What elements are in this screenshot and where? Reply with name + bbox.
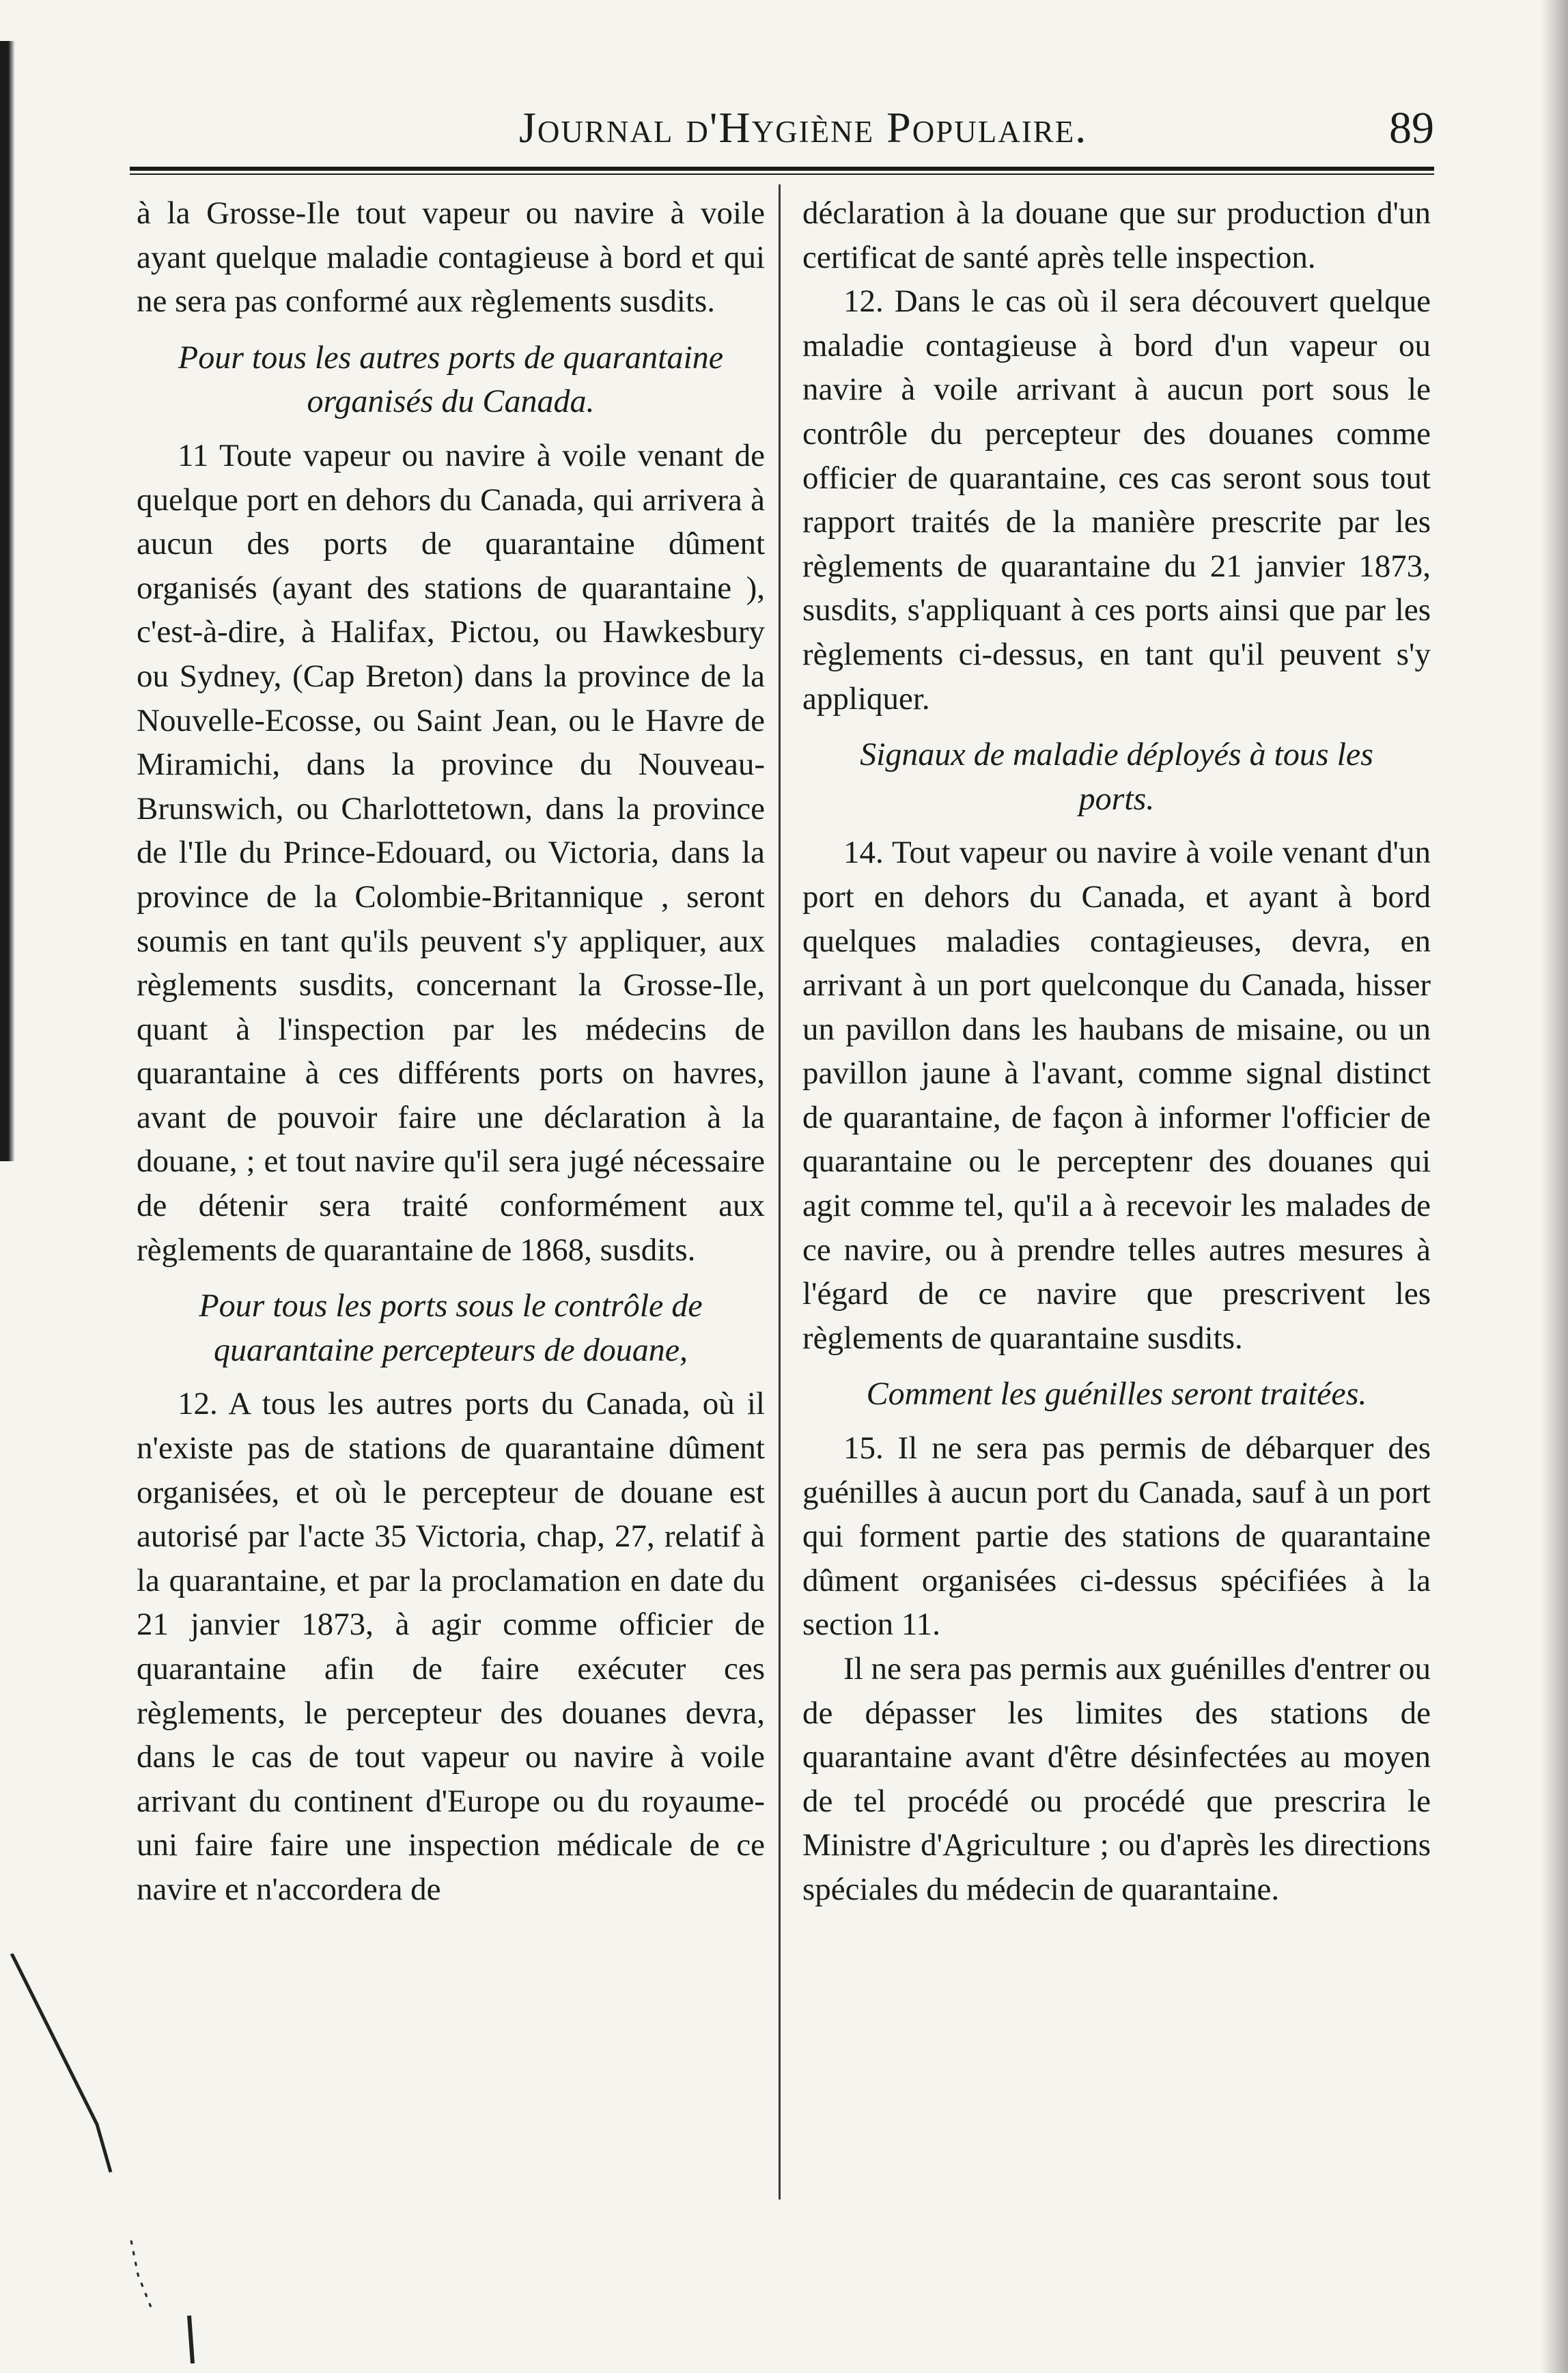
- paragraph: 11 Toute vapeur ou navire à voile venant de quelque port en dehors du Canada, qui arrivera à aucun des ports de quarantaine dûment organisés (ayant des stations de quarantaine ), c'est-à-dire, à Halifax, Pictou, ou Hawkesbury ou Sydney, (Cap Breton) dans la province de la Nouvelle-Ecosse, ou Saint Jean, ou le Havre de Miramichi, dans la province du Nouveau-Brunswich, ou Charlottetown, dans la province de l'Ile du Prince-Edouard, ou Victoria, dans la province de la Colombie-Britannique , seront soumis en tant qu'ils peuvent s'y appliquer, aux règlements susdits, concernant la Grosse-Ile, quant à l'inspection par les médecins de quarantaine à ces différents ports on havres, avant de pouvoir faire une déclaration à la douane, ; et tout navire qu'il sera jugé nécessaire de détenir sera traité conformément aux règlements de quarantaine de 1868, susdits.: [137, 437, 765, 1268]
- header-rule-thin: [130, 174, 1434, 175]
- paragraph: 14. Tout vapeur ou navire à voile venant d'un port en dehors du Canada, et ayant à bord quelques maladies contagieuses, devra, en arrivant à un port quelconque du Canada, hisser un pavillon dans les haubans de misaine, ou un pavillon jaune à l'avant, comme signal distinct de quarantaine, de façon à informer l'officier de quarantaine ou le perceptenr des douanes qui agit comme tel, qu'il a à recevoir les malades de ce navire, ou à prendre telles autres mesures à l'égard de ce navire que prescrivent les règlements de quarantaine susdits.: [802, 835, 1431, 1356]
- running-title: Journal d'Hygiène Populaire.: [519, 103, 1088, 152]
- page-edge-shadow-left: [0, 41, 15, 1161]
- section-heading: Pour tous les ports sous le contrôle de quarantaine percepteurs de douane,: [199, 1288, 703, 1368]
- right-column: [802, 191, 1431, 1912]
- paragraph: 12. A tous les autres ports du Canada, où il n'existe pas de stations de quarantaine dûment organisées, et où le percepteur de douane est autorisé par l'acte 35 Victoria, chap, 27, relatif à la quarantaine, et par la proclamation en date du 21 janvier 1873, à agir comme officier de quarantaine afin de faire exécuter ces règlements, le percepteur des douanes devra, dans le cas de tout vapeur ou navire à voile arrivant du continent d'Europe ou du royaume-uni faire faire une inspection médicale de ce navire et n'accordera de: [137, 1386, 765, 1907]
- paragraph: à la Grosse-Ile tout vapeur ou navire à voile ayant quelque maladie contagieuse à bord et qui ne sera pas conformé aux règlements susdits.: [137, 195, 765, 320]
- page-edge-shadow-right: [1541, 0, 1568, 2373]
- paragraph: 12. Dans le cas où il sera découvert quelque maladie contagieuse à bord d'un vapeur ou navire à voile arrivant à aucun port sous le contrôle du percepteur des douanes comme officier de quarantaine, ces cas seront sous tout rapport traités de la manière prescrite par les règlements de quarantaine du 21 janvier 1873, susdits, s'appliquant à ces ports ainsi que par les règlements ci-dessus, en tant qu'il peuvent s'y appliquer.: [802, 283, 1431, 717]
- page-number: 89: [1389, 103, 1434, 153]
- left-column: [137, 191, 765, 1912]
- paper-crease-mark: [8, 1954, 213, 2363]
- section-heading: Signaux de maladie déployés à tous les ports.: [860, 736, 1373, 817]
- page-header: [137, 89, 1434, 157]
- paragraph: Il ne sera pas permis aux guénilles d'entrer ou de dépasser les limites des stations de quarantaine avant d'être désinfectées au moyen de tel procédé ou procédé que prescrira le Ministre d'Agriculture ; ou d'après les directions spéciales du médecin de quarantaine.: [802, 1651, 1431, 1907]
- section-heading: Comment les guénilles seront traitées.: [866, 1376, 1367, 1413]
- header-rule-thick: [130, 167, 1434, 171]
- section-heading: Pour tous les autres ports de quarantaine organisés du Canada.: [178, 339, 724, 420]
- column-divider: [779, 184, 781, 2199]
- paragraph: 15. Il ne sera pas permis de débarquer des guénilles à aucun port du Canada, sauf à un port qui forment partie des stations de quarantaine dûment organisées ci-dessus spécifiées à la section 11.: [802, 1430, 1431, 1643]
- paragraph: déclaration à la douane que sur production d'un certificat de santé après telle inspection.: [802, 195, 1431, 275]
